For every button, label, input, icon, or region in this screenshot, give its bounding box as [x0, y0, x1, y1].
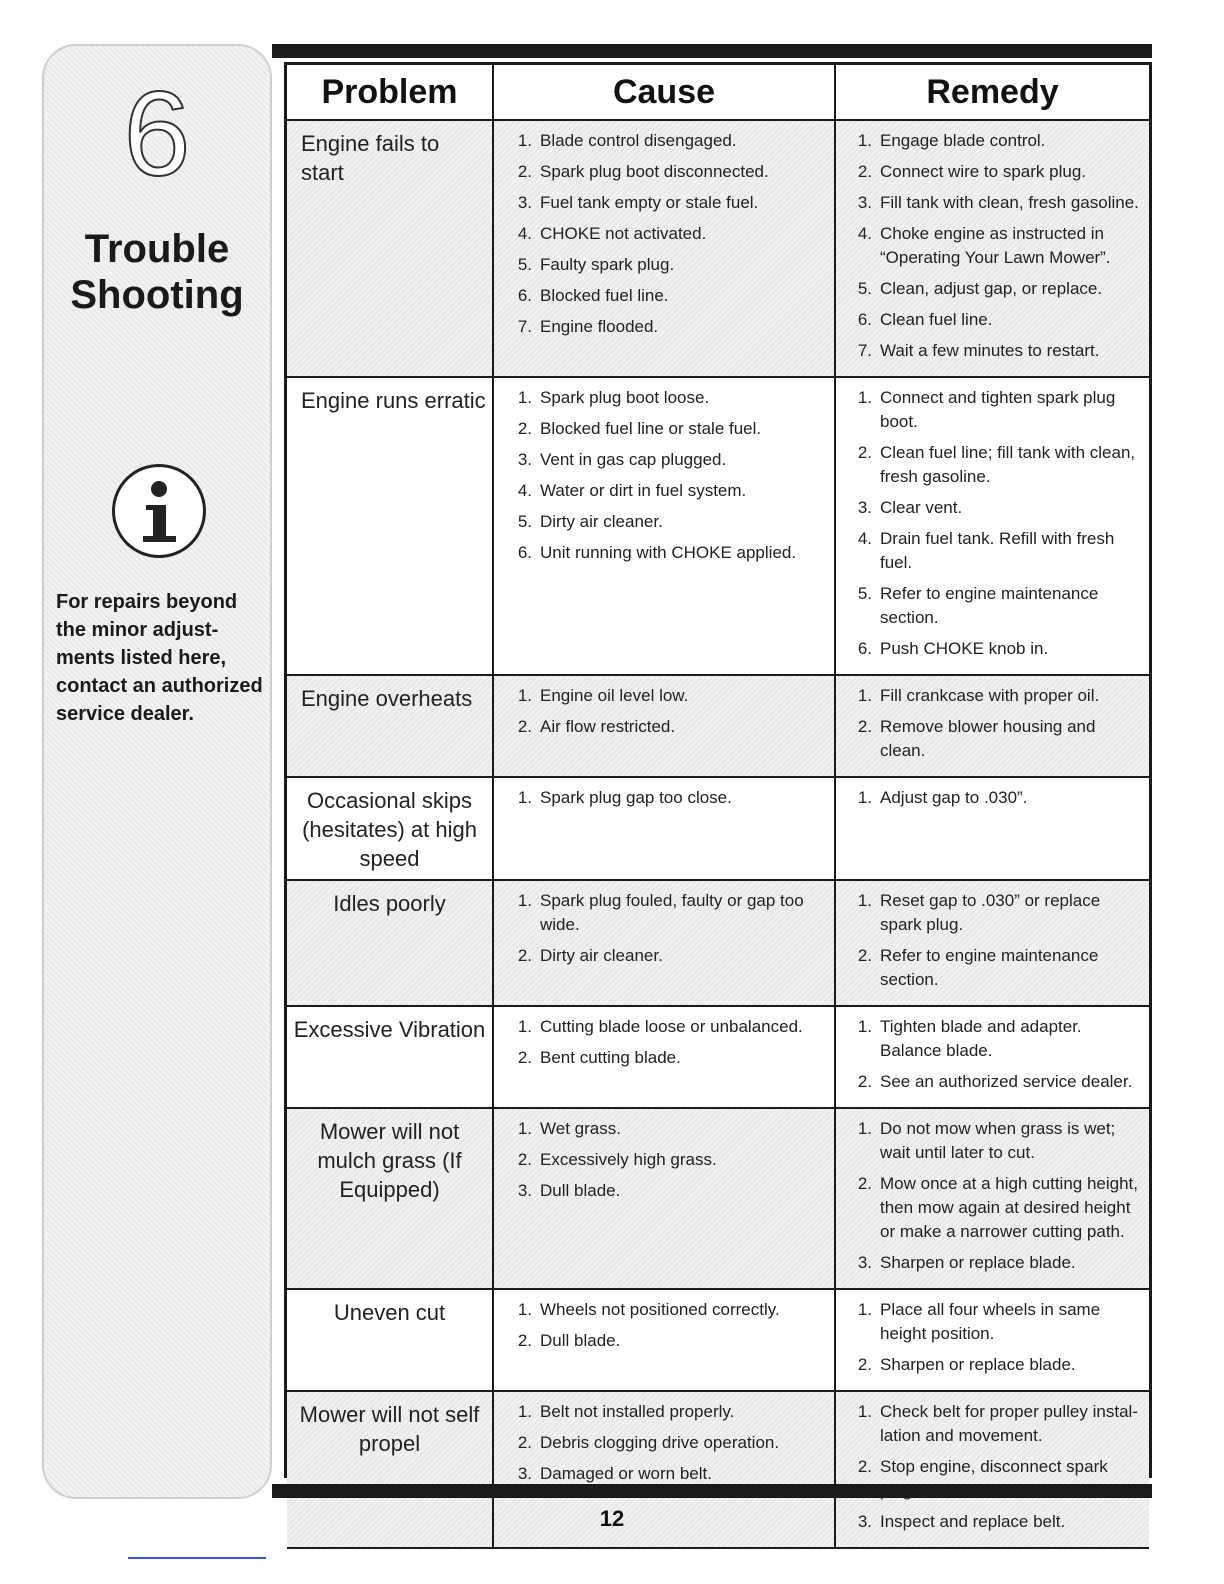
cause-item [508, 715, 828, 739]
remedy-item [848, 1251, 1143, 1275]
remedy-cell [835, 1006, 1149, 1108]
remedy-item [848, 944, 1143, 992]
cause-item [508, 315, 828, 339]
remedy-item [848, 339, 1143, 363]
remedy-item [848, 1298, 1143, 1346]
header-problem: Problem [287, 65, 493, 120]
cause-cell [493, 377, 835, 675]
remedy-item-number: 1. [857, 891, 872, 910]
remedy-item-text: Sharpen or replace blade. [880, 1253, 1076, 1272]
cause-item-text: Spark plug boot loose. [540, 388, 710, 407]
remedy-item-text: Connect and tighten spark plug boot. [880, 388, 1116, 431]
cause-item [508, 1046, 828, 1070]
cause-item [508, 160, 828, 184]
cause-item-text: Blocked fuel line or stale fuel. [540, 419, 762, 438]
remedy-item-text: Drain fuel tank. Refill with fresh fuel. [880, 529, 1115, 572]
problem-cell: Idles poorly [287, 880, 493, 1006]
cause-item [508, 889, 828, 937]
cause-item [508, 1431, 828, 1455]
table-row [287, 120, 1149, 377]
cause-item-number: 1. [517, 131, 532, 150]
remedy-item-text: Adjust gap to .030”. [880, 788, 1028, 807]
problem-cell: Engine overheats [287, 675, 493, 777]
cause-item-number: 1. [517, 891, 532, 910]
table-row [287, 377, 1149, 675]
remedy-item-number: 2. [857, 717, 872, 736]
remedy-item-number: 5. [857, 279, 872, 298]
cause-item [508, 541, 828, 565]
cause-item-text: Dull blade. [540, 1331, 621, 1350]
remedy-item [848, 1117, 1143, 1165]
cause-item-number: 1. [517, 388, 532, 407]
cause-item [508, 1015, 828, 1039]
remedy-item-text: Refer to engine maintenance section. [880, 946, 1099, 989]
cause-item-text: Wheels not positioned correctly. [540, 1300, 780, 1319]
service-dealer-note: For repairs beyond the minor adjust- ments listed here, contact an authorized service dealer. [56, 591, 263, 725]
cause-item [508, 510, 828, 534]
cause-item-number: 2. [517, 1433, 532, 1452]
cause-item-number: 3. [517, 1181, 532, 1200]
remedy-item [848, 308, 1143, 332]
cause-item-text: Cutting blade loose or unbalanced. [540, 1017, 803, 1036]
cause-item [508, 1329, 828, 1353]
cause-item-number: 1. [517, 1300, 532, 1319]
cause-item-text: Belt not installed properly. [540, 1402, 735, 1421]
cause-item-text: Engine oil level low. [540, 686, 689, 705]
cause-item [508, 284, 828, 308]
cause-item-text: Dirty air cleaner. [540, 512, 663, 531]
remedy-item-text: Refer to engine maintenance section. [880, 584, 1099, 627]
remedy-item [848, 715, 1143, 763]
cause-item-number: 2. [517, 419, 532, 438]
remedy-item-number: 1. [857, 1300, 872, 1319]
cause-item [508, 253, 828, 277]
remedy-item-number: 5. [857, 584, 872, 603]
remedy-item-text: Mow once at a high cutting height, then mow again at desired height or make a narrower cutting path. [880, 1174, 1138, 1241]
remedy-item-text: Place all four wheels in same height position. [880, 1300, 1101, 1343]
cause-item-number: 1. [517, 1119, 532, 1138]
header-cause: Cause [493, 65, 835, 120]
cause-item-number: 4. [517, 481, 532, 500]
cause-item-number: 6. [517, 286, 532, 305]
cause-item [508, 1462, 828, 1486]
cause-item [508, 684, 828, 708]
remedy-item [848, 1353, 1143, 1377]
remedy-cell [835, 120, 1149, 377]
cause-item-text: Spark plug fouled, faulty or gap too wide. [540, 891, 804, 934]
cause-item-text: CHOKE not activated. [540, 224, 707, 243]
cause-item-number: 4. [517, 224, 532, 243]
remedy-item-number: 1. [857, 1017, 872, 1036]
cause-item [508, 448, 828, 472]
chapter-number: 6 [123, 67, 191, 201]
cause-item-text: Blade control disengaged. [540, 131, 737, 150]
remedy-cell [835, 777, 1149, 880]
remedy-item-number: 1. [857, 1119, 872, 1138]
chapter-title-line2: Shooting [70, 273, 244, 317]
remedy-item [848, 1172, 1143, 1244]
cause-item-text: Water or dirt in fuel system. [540, 481, 747, 500]
cause-item-text: Bent cutting blade. [540, 1048, 681, 1067]
remedy-item-text: Fill tank with clean, fresh gasoline. [880, 193, 1139, 212]
cause-item-text: Faulty spark plug. [540, 255, 675, 274]
problem-cell: Occasional skips (hesitates) at high speed [287, 777, 493, 880]
cause-item-number: 2. [517, 162, 532, 181]
cause-cell [493, 1108, 835, 1289]
problem-cell: Excessive Vibration [287, 1006, 493, 1108]
cause-cell [493, 120, 835, 377]
chapter-title-line1: Trouble [84, 227, 230, 271]
cause-item [508, 1179, 828, 1203]
remedy-item-number: 1. [857, 686, 872, 705]
remedy-item [848, 222, 1143, 270]
cause-item [508, 1400, 828, 1424]
remedy-item-text: Stop engine, disconnect spark [880, 1457, 1108, 1476]
remedy-cell [835, 1108, 1149, 1289]
remedy-item-text: Clean fuel line; fill tank with clean, fresh gasoline. [880, 443, 1136, 486]
remedy-cell [835, 675, 1149, 777]
cause-item-text: Air flow restricted. [540, 717, 676, 736]
cause-item-number: 1. [517, 1017, 532, 1036]
remedy-item-number: 1. [857, 1402, 872, 1421]
cause-item [508, 191, 828, 215]
cause-item-number: 3. [517, 1464, 532, 1483]
cause-item-number: 3. [517, 450, 532, 469]
bottom-rule [272, 1484, 1152, 1498]
remedy-item-number: 2. [857, 1174, 872, 1193]
remedy-item-number: 1. [857, 131, 872, 150]
remedy-item [848, 786, 1143, 810]
remedy-item-number: 1. [857, 388, 872, 407]
cause-item [508, 129, 828, 153]
cause-item-number: 1. [517, 788, 532, 807]
cause-item-text: Blocked fuel line. [540, 286, 669, 305]
remedy-item-text: Inspect and replace belt. [880, 1512, 1066, 1531]
cause-item-number: 5. [517, 255, 532, 274]
header-remedy: Remedy [835, 65, 1149, 120]
remedy-item-number: 2. [857, 443, 872, 462]
cause-item [508, 417, 828, 441]
footer-link-line [128, 1557, 266, 1559]
cause-cell [493, 1289, 835, 1391]
cause-item-text: Dull blade. [540, 1181, 621, 1200]
remedy-item [848, 637, 1143, 661]
cause-item-number: 2. [517, 1150, 532, 1169]
remedy-cell [835, 880, 1149, 1006]
cause-item [508, 386, 828, 410]
remedy-item-text: Check belt for proper pulley instal- lation and movement. [880, 1402, 1138, 1445]
cause-item-text: Excessively high grass. [540, 1150, 717, 1169]
remedy-item-text: Choke engine as instructed in “Operating Your Lawn Mower”. [880, 224, 1111, 267]
remedy-item-number: 2. [857, 1355, 872, 1374]
remedy-item [848, 277, 1143, 301]
remedy-item [848, 582, 1143, 630]
cause-cell [493, 1006, 835, 1108]
cause-cell [493, 777, 835, 880]
cause-item-number: 6. [517, 543, 532, 562]
cause-item-number: 1. [517, 686, 532, 705]
remedy-item-text: Remove blower housing and clean. [880, 717, 1096, 760]
remedy-item-number: 7. [857, 341, 872, 360]
cause-item-text: Vent in gas cap plugged. [540, 450, 727, 469]
remedy-item-text: Fill crankcase with proper oil. [880, 686, 1100, 705]
remedy-item-text: Sharpen or replace blade. [880, 1355, 1076, 1374]
remedy-item-text: Reset gap to .030” or replace spark plug. [880, 891, 1101, 934]
cause-item [508, 1298, 828, 1322]
cause-item [508, 786, 828, 810]
cause-item-text: Fuel tank empty or stale fuel. [540, 193, 759, 212]
problem-cell: Engine fails to start [287, 120, 493, 377]
remedy-item-number: 6. [857, 639, 872, 658]
remedy-item-number: 4. [857, 224, 872, 243]
top-rule [272, 44, 1152, 58]
remedy-item-number: 3. [857, 1253, 872, 1272]
remedy-item [848, 1015, 1143, 1063]
remedy-item-text: Tighten blade and adapter. Balance blade. [880, 1017, 1082, 1060]
cause-item [508, 1148, 828, 1172]
remedy-item [848, 1070, 1143, 1094]
cause-item-text: Engine flooded. [540, 317, 659, 336]
table-row [287, 675, 1149, 777]
remedy-item-number: 2. [857, 162, 872, 181]
remedy-item-text: Engage blade control. [880, 131, 1046, 150]
remedy-item [848, 1400, 1143, 1448]
remedy-item-text: See an authorized service dealer. [880, 1072, 1133, 1091]
remedy-item-number: 4. [857, 529, 872, 548]
cause-item [508, 479, 828, 503]
remedy-item [848, 527, 1143, 575]
cause-item-number: 3. [517, 193, 532, 212]
cause-item-text: Unit running with CHOKE applied. [540, 543, 797, 562]
cause-item-number: 2. [517, 717, 532, 736]
remedy-item [848, 160, 1143, 184]
cause-item-text: Spark plug gap too close. [540, 788, 732, 807]
cause-cell [493, 675, 835, 777]
cause-item-text: Dirty air cleaner. [540, 946, 663, 965]
cause-item-number: 1. [517, 1402, 532, 1421]
chapter-sidebar [42, 44, 272, 1499]
remedy-item-number: 6. [857, 310, 872, 329]
remedy-item-text: Clean fuel line. [880, 310, 993, 329]
table-row [287, 777, 1149, 880]
cause-item-number: 2. [517, 1048, 532, 1067]
table-row [287, 880, 1149, 1006]
remedy-item-text: Clean, adjust gap, or replace. [880, 279, 1103, 298]
cause-item-number: 7. [517, 317, 532, 336]
remedy-item-number: 3. [857, 498, 872, 517]
cause-item-number: 2. [517, 1331, 532, 1350]
problem-cell: Mower will not self propel [287, 1391, 493, 1548]
cause-item [508, 222, 828, 246]
remedy-item-text: Do not mow when grass is wet; wait until later to cut. [880, 1119, 1116, 1162]
remedy-item-number: 2. [857, 946, 872, 965]
cause-cell [493, 880, 835, 1006]
cause-item-text: Debris clogging drive operation. [540, 1433, 780, 1452]
remedy-item-text: Connect wire to spark plug. [880, 162, 1086, 181]
problem-cell: Uneven cut [287, 1289, 493, 1391]
cause-item-number: 2. [517, 946, 532, 965]
cause-item-text: Spark plug boot disconnected. [540, 162, 769, 181]
remedy-item [848, 496, 1143, 520]
remedy-cell [835, 377, 1149, 675]
remedy-item [848, 441, 1143, 489]
remedy-item [848, 684, 1143, 708]
chapter-title [44, 226, 270, 318]
remedy-item-text: Wait a few minutes to restart. [880, 341, 1100, 360]
problem-cell: Engine runs erratic [287, 377, 493, 675]
remedy-item-number: 3. [857, 193, 872, 212]
remedy-item [848, 129, 1143, 153]
remedy-item-number: 1. [857, 788, 872, 807]
page-number: 12 [599, 1506, 625, 1531]
remedy-item-number: 3. [857, 1512, 872, 1531]
cause-item [508, 1117, 828, 1141]
info-icon [112, 464, 206, 558]
cause-item-number: 5. [517, 512, 532, 531]
remedy-cell [835, 1289, 1149, 1391]
remedy-item-number: 2. [857, 1457, 872, 1476]
remedy-item-text: Push CHOKE knob in. [880, 639, 1049, 658]
remedy-item-number: 2. [857, 1072, 872, 1091]
table-row [287, 1289, 1149, 1391]
remedy-item [848, 386, 1143, 434]
cause-item-text: Damaged or worn belt. [540, 1464, 712, 1483]
remedy-item-text: Clear vent. [880, 498, 963, 517]
table-row [287, 1006, 1149, 1108]
cause-item-text: Wet grass. [540, 1119, 621, 1138]
cause-item [508, 944, 828, 968]
problem-cell: Mower will not mulch grass (If Equipped) [287, 1108, 493, 1289]
remedy-item [848, 889, 1143, 937]
table-row [287, 1108, 1149, 1289]
remedy-item [848, 191, 1143, 215]
